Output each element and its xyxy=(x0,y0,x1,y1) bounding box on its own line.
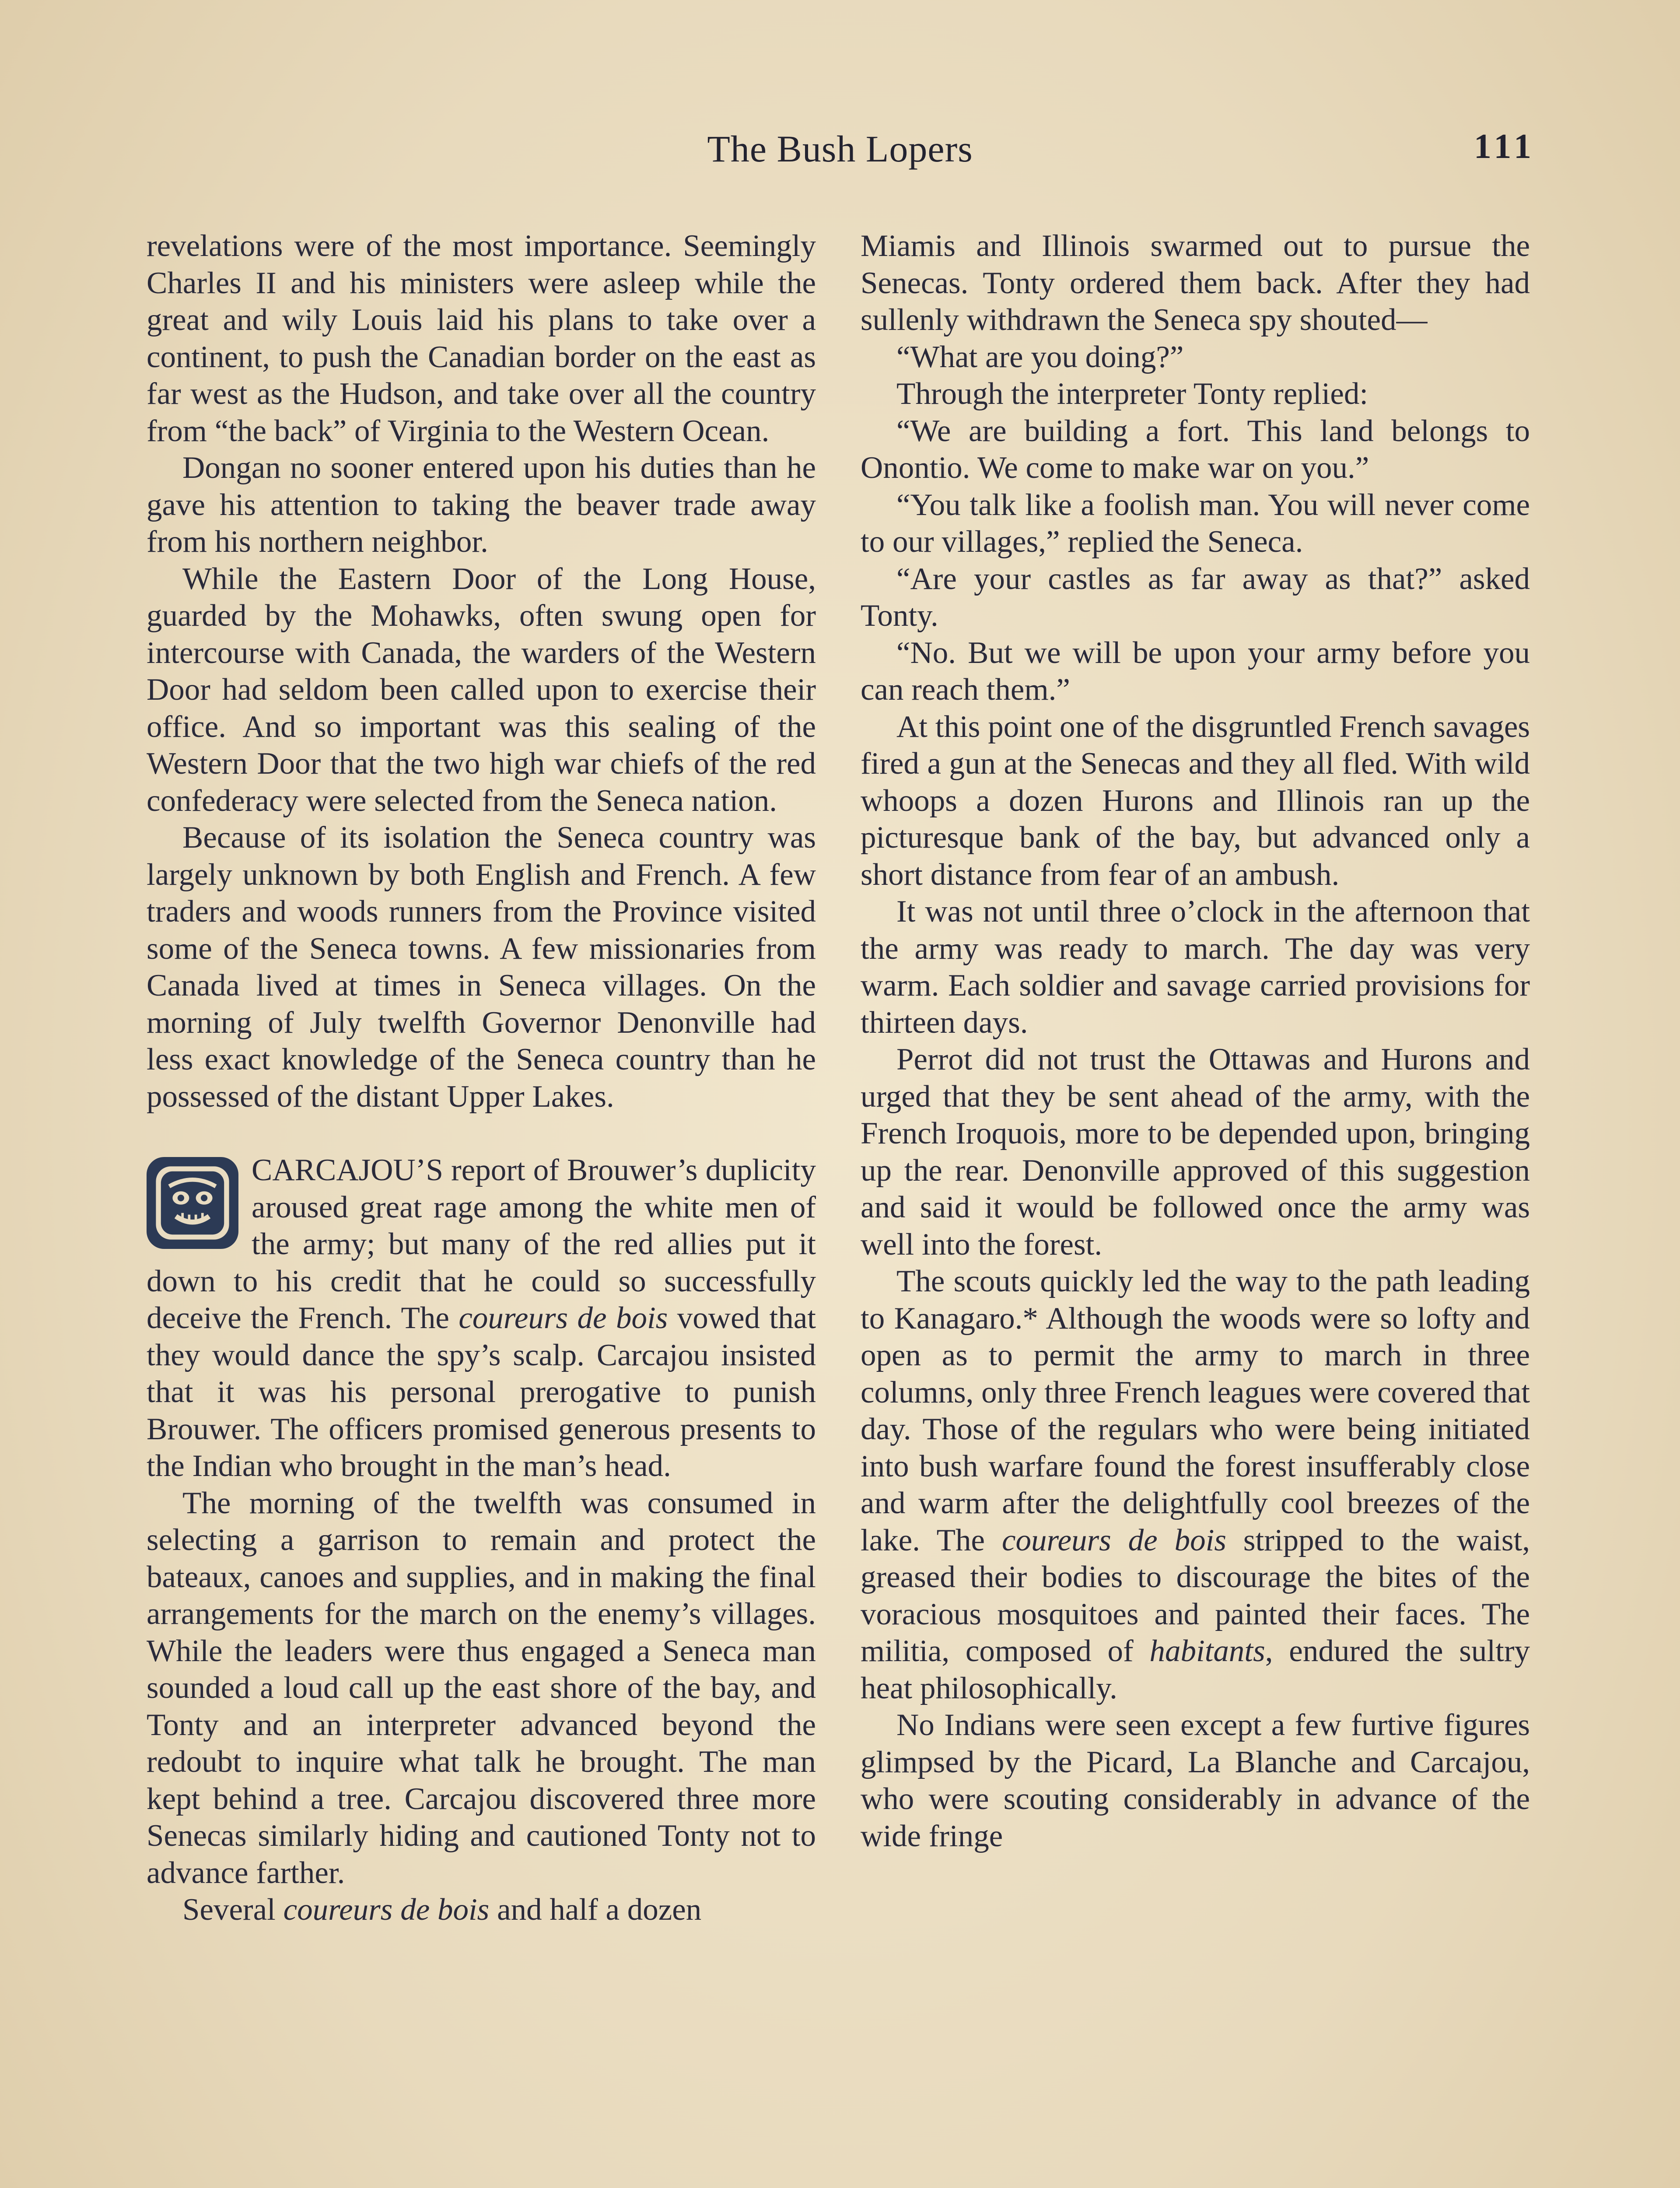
section-opening-paragraph: CARCAJOU’S report of Brouwer’s duplicity aroused great rage among the white men of the army; but many of the red allies put it down to his credit that he could so successfully deceive the French. The coureurs de bois vowed that they would dance the spy’s scalp. Carcajou insisted that it was his personal prerogative to punish Brouwer. The officers promised generous presents to the Indian who brought in the man’s head. xyxy=(147,1153,816,1483)
paragraph: Perrot did not trust the Ottawas and Hurons and urged that they be sent ahead of the army, with the French Iroquois, more to be depended upon, bringing up the rear. Denonville approved of this suggestion and said it would be followed once the army was well into the forest. xyxy=(861,1042,1530,1262)
paragraph: It was not until three o’clock in the afternoon that the army was ready to march. The day was very warm. Each soldier and savage carried provisions for thirteen days. xyxy=(861,894,1530,1040)
paragraph: While the Eastern Door of the Long House, guarded by the Mohawks, often swung open for intercourse with Canada, the warders of the Western Door had seldom been called upon to exercise their office. And so important was this sealing of the Western Door that the two high war chiefs of the red confederacy were selected from the Seneca nation. xyxy=(147,561,816,818)
page-header xyxy=(144,127,1536,193)
paragraph: Through the interpreter Tonty replied: xyxy=(896,377,1368,411)
running-title: The Bush Lopers xyxy=(707,128,973,170)
paragraph: The morning of the twelfth was consumed in selecting a garrison to remain and protect the bateaux, canoes and supplies, and in making the final arrangements for the march on the enemy’s villages. While the leaders were thus engaged a Seneca man sounded a loud call up the east shore of the bay, and Tonty and an interpreter advanced beyond the redoubt to inquire what talk he brought. The man kept behind a tree. Carcajou discovered three more Senecas similarly hiding and cautioned Tonty not to advance farther. xyxy=(147,1486,816,1890)
native-mask-ornament-icon xyxy=(147,1157,238,1249)
paragraph: At this point one of the disgruntled French savages fired a gun at the Senecas and they all fled. With wild whoops a dozen Hurons and Illinois ran up the picturesque bank of the bay, but advanced only a short distance from fear of an ambush. xyxy=(861,709,1530,892)
page-number: 111 xyxy=(1474,127,1536,166)
paragraph: The scouts quickly led the way to the path leading to Kanagaro.* Although the woods were so lofty and open as to permit the army to march in three columns, only three French leagues were covered that day. Those of the regulars who were being initiated into bush warfare found the forest insufferably close and warm after the delightfully cool breezes of the lake. The coureurs de bois stripped to the waist, greased their bodies to discourage the bites of the voracious mosquitoes and painted their faces. The militia, composed of habitants, endured the sultry heat philosophically. xyxy=(861,1264,1530,1705)
paragraph: “You talk like a foolish man. You will never come to our villages,” replied the Seneca. xyxy=(861,487,1530,559)
paragraph: Miamis and Illinois swarmed out to pursue the Senecas. Tonty ordered them back. After they had sullenly withdrawn the Seneca spy shouted— xyxy=(861,229,1530,337)
paragraph: “Are your castles as far away as that?” asked Tonty. xyxy=(861,561,1530,633)
paragraph: “What are you doing?” xyxy=(896,340,1184,374)
paragraph: “No. But we will be upon your army before you can reach them.” xyxy=(861,635,1530,707)
paragraph: “We are building a fort. This land belongs to Onontio. We come to make war on you.” xyxy=(861,414,1530,485)
paragraph: Dongan no sooner entered upon his duties than he gave his attention to taking the beaver trade away from his northern neighbor. xyxy=(147,451,816,559)
paragraph: revelations were of the most importance. Seemingly Charles II and his ministers were asleep while the great and wily Louis laid his plans to take over a continent, to push the Canadian border on the east as far west as the Hudson, and take over all the country from “the back” of Virginia to the Western Ocean. xyxy=(147,229,816,448)
paragraph: No Indians were seen except a few furtive figures glimpsed by the Picard, La Blanche and Carcajou, who were scouting considerably in advance of the wide fringe xyxy=(861,1708,1530,1853)
left-column xyxy=(147,228,816,1929)
paragraph: Several coureurs de bois and half a dozen xyxy=(182,1893,702,1927)
right-column xyxy=(861,228,1530,1855)
paragraph: Because of its isolation the Seneca country was largely unknown by both English and French. A few traders and woods runners from the Province visited some of the Seneca towns. A few missionaries from Canada lived at times in Seneca villages. On the morning of July twelfth Governor Denonville had less exact knowledge of the Seneca country than he possessed of the distant Upper Lakes. xyxy=(147,820,816,1114)
